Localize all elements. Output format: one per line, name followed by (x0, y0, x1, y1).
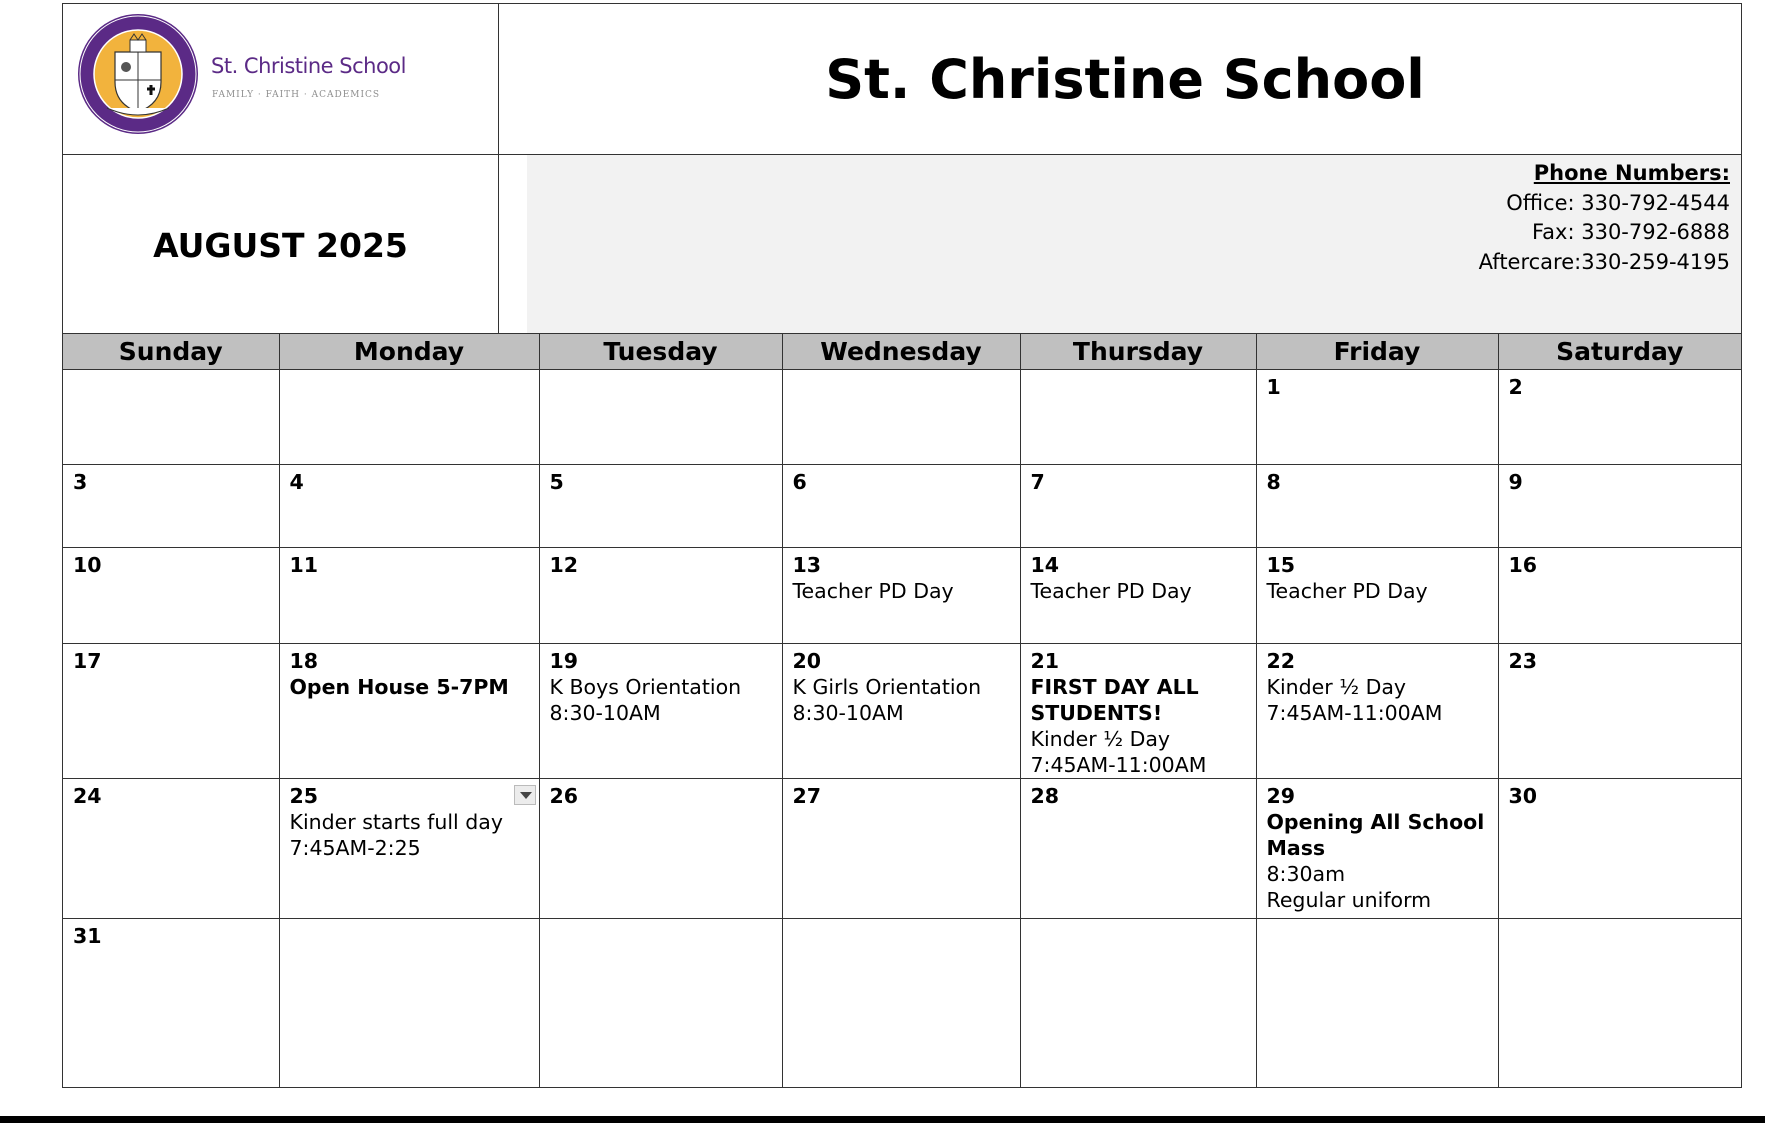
phone-numbers-heading: Phone Numbers: (1533, 161, 1730, 185)
event-text: Teacher PD Day (1030, 579, 1192, 603)
weekday-header-monday: Monday (279, 334, 539, 370)
empty-day-cell (1020, 919, 1256, 1088)
day-number: 17 (73, 649, 102, 673)
day-cell-22 (1256, 644, 1498, 779)
fax-phone: Fax: 330-792-6888 (1532, 220, 1730, 244)
aftercare-phone: Aftercare:330-259-4195 (1478, 249, 1730, 274)
office-phone: Office: 330-792-4544 (1506, 190, 1730, 215)
calendar-sheet (62, 3, 1742, 1088)
empty-day-cell (782, 919, 1020, 1088)
weekday-header-saturday: Saturday (1498, 334, 1741, 370)
week-row (63, 370, 1741, 465)
day-number: 8 (1266, 470, 1281, 494)
day-number: 24 (73, 784, 102, 808)
event-text: K Girls Orientation (792, 675, 982, 699)
empty-day-cell (1020, 370, 1256, 465)
month-area (63, 155, 499, 333)
week-row (63, 644, 1741, 779)
day-cell-26 (539, 779, 782, 919)
event-text: K Boys Orientation (549, 675, 742, 699)
day-number: 23 (1508, 649, 1538, 673)
logo-tagline: FAMILY · FAITH · ACADEMICS (212, 90, 381, 100)
week-row (63, 779, 1741, 919)
event-text: Teacher PD Day (792, 579, 954, 603)
empty-day-cell (782, 370, 1020, 465)
day-number: 4 (289, 470, 304, 494)
weekday-header-friday: Friday (1256, 334, 1498, 370)
day-number: 3 (73, 470, 88, 494)
empty-day-cell (279, 370, 539, 465)
day-cell-7 (1020, 465, 1256, 548)
day-cell-8 (1256, 465, 1498, 548)
day-cell-23 (1498, 644, 1741, 779)
day-number: 10 (73, 553, 102, 577)
weeks-body (63, 370, 1741, 1088)
day-cell-15 (1256, 548, 1498, 644)
event-text: 8:30-10AM (549, 701, 661, 725)
event-text: Teacher PD Day (1266, 579, 1428, 603)
day-cell-31 (63, 919, 279, 1088)
phone-numbers-panel (527, 155, 1741, 333)
day-number: 6 (792, 470, 807, 494)
title-area (499, 4, 1741, 155)
day-number: 14 (1030, 553, 1060, 577)
day-cell-13 (782, 548, 1020, 644)
day-cell-1 (1256, 370, 1498, 465)
school-seal-icon (77, 12, 199, 136)
event-text: Regular uniform (1266, 888, 1432, 912)
logo-area (63, 4, 499, 155)
bottom-border-bar (0, 1116, 1765, 1123)
day-number: 13 (792, 553, 822, 577)
day-cell-24 (63, 779, 279, 919)
empty-day-cell (279, 919, 539, 1088)
week-row (63, 465, 1741, 548)
day-cell-25 (279, 779, 539, 919)
day-cell-9 (1498, 465, 1741, 548)
day-cell-2 (1498, 370, 1741, 465)
empty-day-cell (1498, 919, 1741, 1088)
weekday-header-tuesday: Tuesday (539, 334, 782, 370)
day-cell-4 (279, 465, 539, 548)
event-text: 8:30-10AM (792, 701, 904, 725)
weekday-header-sunday: Sunday (63, 334, 279, 370)
event-text: 7:45AM-11:00AM (1266, 701, 1443, 725)
day-number: 7 (1030, 470, 1045, 494)
page-title: St. Christine School (825, 47, 1425, 111)
day-cell-5 (539, 465, 782, 548)
day-number: 19 (549, 649, 579, 673)
day-number: 28 (1030, 784, 1060, 808)
day-cell-30 (1498, 779, 1741, 919)
day-cell-29 (1256, 779, 1498, 919)
day-number: 18 (289, 649, 319, 673)
day-number: 5 (549, 470, 564, 494)
day-number: 21 (1030, 649, 1060, 673)
event-text: Kinder ½ Day (1266, 675, 1407, 699)
day-cell-12 (539, 548, 782, 644)
event-text: 8:30am (1266, 862, 1346, 886)
month-title: AUGUST 2025 (153, 225, 408, 265)
day-cell-28 (1020, 779, 1256, 919)
day-cell-11 (279, 548, 539, 644)
week-row (63, 548, 1741, 644)
event-text: 7:45AM-2:25 (289, 836, 421, 860)
event-text: Kinder ½ Day (1030, 727, 1171, 751)
day-number: 15 (1266, 553, 1296, 577)
weekday-header-wednesday: Wednesday (782, 334, 1020, 370)
day-number: 20 (792, 649, 822, 673)
empty-day-cell (1256, 919, 1498, 1088)
event-text: Open House 5-7PM (289, 675, 509, 699)
event-text: Opening All School Mass (1266, 810, 1485, 860)
day-cell-16 (1498, 548, 1741, 644)
day-number: 9 (1508, 470, 1523, 494)
empty-day-cell (63, 370, 279, 465)
day-cell-18 (279, 644, 539, 779)
weekday-header-row (63, 334, 1741, 370)
day-cell-3 (63, 465, 279, 548)
event-text: FIRST DAY ALL STUDENTS! (1030, 675, 1199, 725)
day-number: 26 (549, 784, 579, 808)
day-number: 12 (549, 553, 579, 577)
day-number: 11 (289, 553, 319, 577)
day-number: 27 (792, 784, 822, 808)
day-cell-19 (539, 644, 782, 779)
day-number: 2 (1508, 375, 1523, 399)
week-row (63, 919, 1741, 1088)
calendar-grid (63, 333, 1741, 1087)
event-text: Kinder starts full day (289, 810, 503, 834)
day-cell-6 (782, 465, 1020, 548)
day-number: 16 (1508, 553, 1538, 577)
day-number: 1 (1266, 375, 1281, 399)
day-cell-27 (782, 779, 1020, 919)
day-number: 25 (289, 784, 319, 808)
day-cell-10 (63, 548, 279, 644)
day-number: 22 (1266, 649, 1296, 673)
day-cell-20 (782, 644, 1020, 779)
day-number: 29 (1266, 784, 1296, 808)
day-cell-21 (1020, 644, 1256, 779)
weekday-header-thursday: Thursday (1020, 334, 1256, 370)
empty-day-cell (539, 370, 782, 465)
day-number: 31 (73, 924, 102, 948)
logo-school-name: St. Christine School (211, 54, 406, 78)
day-number: 30 (1508, 784, 1538, 808)
dropdown-arrow-icon[interactable] (514, 785, 536, 805)
day-cell-14 (1020, 548, 1256, 644)
day-cell-17 (63, 644, 279, 779)
empty-day-cell (539, 919, 782, 1088)
event-text: 7:45AM-11:00AM (1030, 753, 1207, 777)
